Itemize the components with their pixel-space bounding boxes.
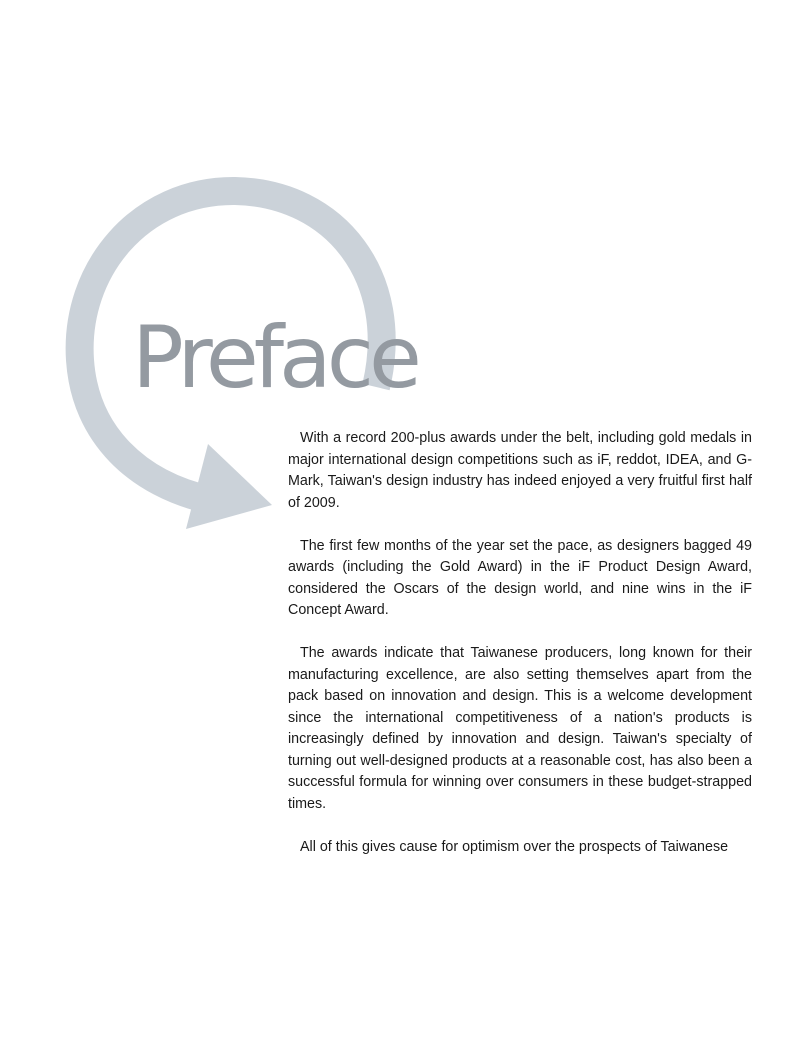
paragraph-1: With a record 200-plus awards under the belt, including gold medals in major international design competitions such as iF, reddot, IDEA, and G-Mark, Taiwan's design industry has indeed enjoyed a very fruitful first half of 2009. [288,430,752,511]
paragraph-2: The first few months of the year set the pace, as designers bagged 49 awards (including the Gold Award) in the iF Product Design Award, considered the Oscars of the design world, and nine wins in the iF Concept Award. [288,537,752,618]
page-title: Preface [132,308,417,408]
paragraph-4: All of this gives cause for optimism over the prospects of Taiwanese [300,838,729,855]
preface-body [288,428,752,880]
paragraph-3: The awards indicate that Taiwanese producers, long known for their manufacturing excellence, are also setting themselves apart from the pack based on innovation and design. This is a welcome development since the international competitiveness of a nation's products is increasingly defined by innovation and design. Taiwan's specialty of turning out well-designed products at a reasonable cost, has also been a successful formula for winning over consumers in these budget-strapped times. [288,645,752,812]
circular-arrow-head [186,444,272,529]
